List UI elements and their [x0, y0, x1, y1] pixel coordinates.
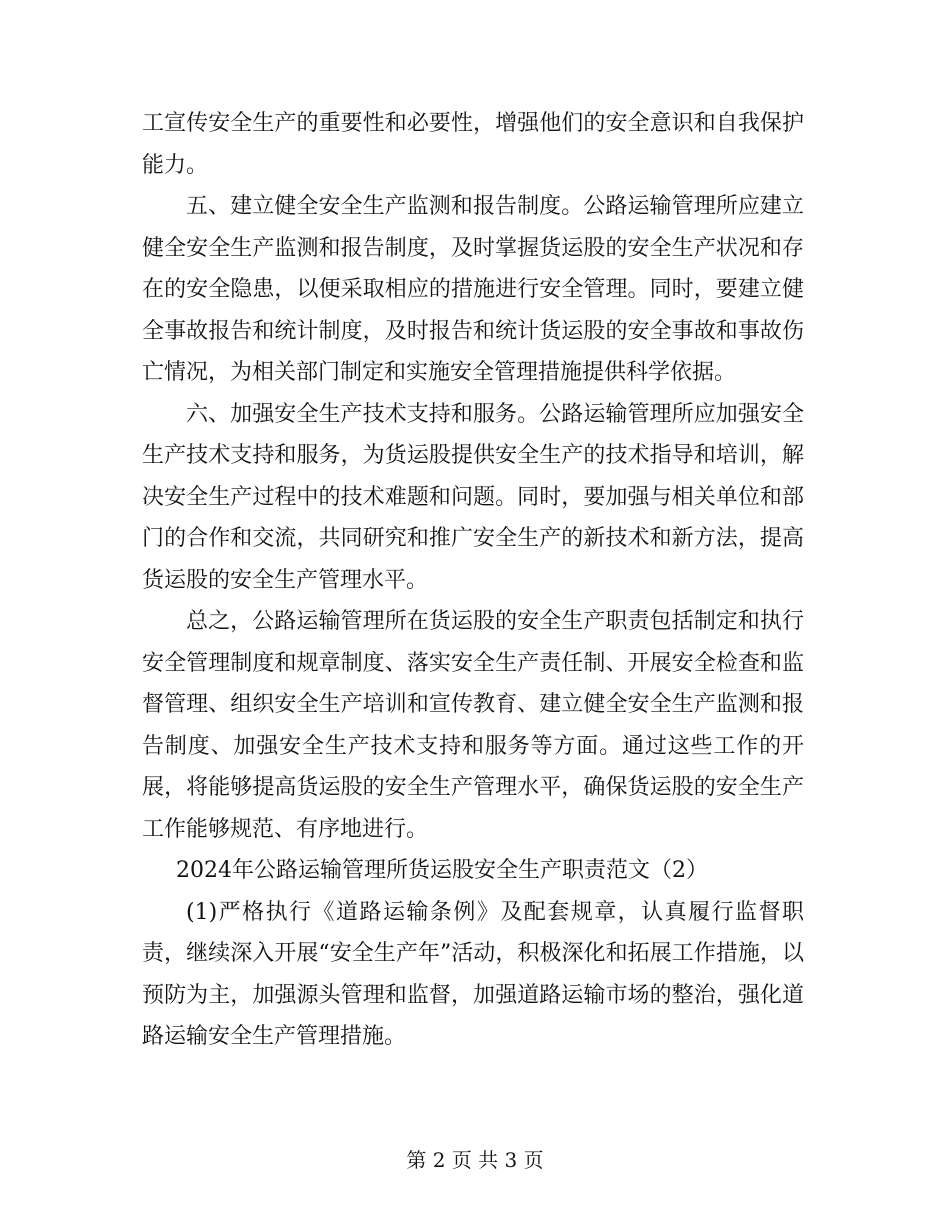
page-footer: 第 2 页 共 3 页: [406, 1148, 544, 1172]
paragraph-section-item-1: (1)严格执行《道路运输条例》及配套规章，认真履行监督职责，继续深入开展“安全生产年”活动，积极深化和拓展工作措施，以预防为主，加强源头管理和监督，加强道路运输市场的整治，强化道路运输安全生产管理措施。: [142, 899, 804, 1049]
document-body: [142, 103, 804, 1058]
paragraph-item-six: 六、加强安全生产技术支持和服务。公路运输管理所应加强安全生产技术支持和服务，为货运股提供安全生产的技术指导和培训，解决安全生产过程中的技术难题和问题。同时，要加强与相关单位和部门的合作和交流，共同研究和推广安全生产的新技术和新方法，提高货运股的安全生产管理水平。: [142, 401, 804, 593]
paragraph-summary: 总之，公路运输管理所在货运股的安全生产职责包括制定和执行安全管理制度和规章制度、落实安全生产责任制、开展安全检查和监督管理、组织安全生产培训和宣传教育、建立健全安全生产监测和报告制度、加强安全生产技术支持和服务等方面。通过这些工作的开展，将能够提高货运股的安全生产管理水平，确保货运股的安全生产工作能够规范、有序地进行。: [142, 609, 804, 842]
paragraph-continuation: 工宣传安全生产的重要性和必要性，增强他们的安全意识和自我保护能力。: [142, 111, 804, 178]
section-heading: 2024年公路运输管理所货运股安全生产职责范文（2）: [176, 858, 708, 883]
paragraph-item-five: 五、建立健全安全生产监测和报告制度。公路运输管理所应建立健全安全生产监测和报告制度，及时掌握货运股的安全生产状况和存在的安全隐患，以便采取相应的措施进行安全管理。同时，要建立健全事故报告和统计制度，及时报告和统计货运股的安全事故和事故伤亡情况，为相关部门制定和实施安全管理措施提供科学依据。: [142, 194, 804, 385]
